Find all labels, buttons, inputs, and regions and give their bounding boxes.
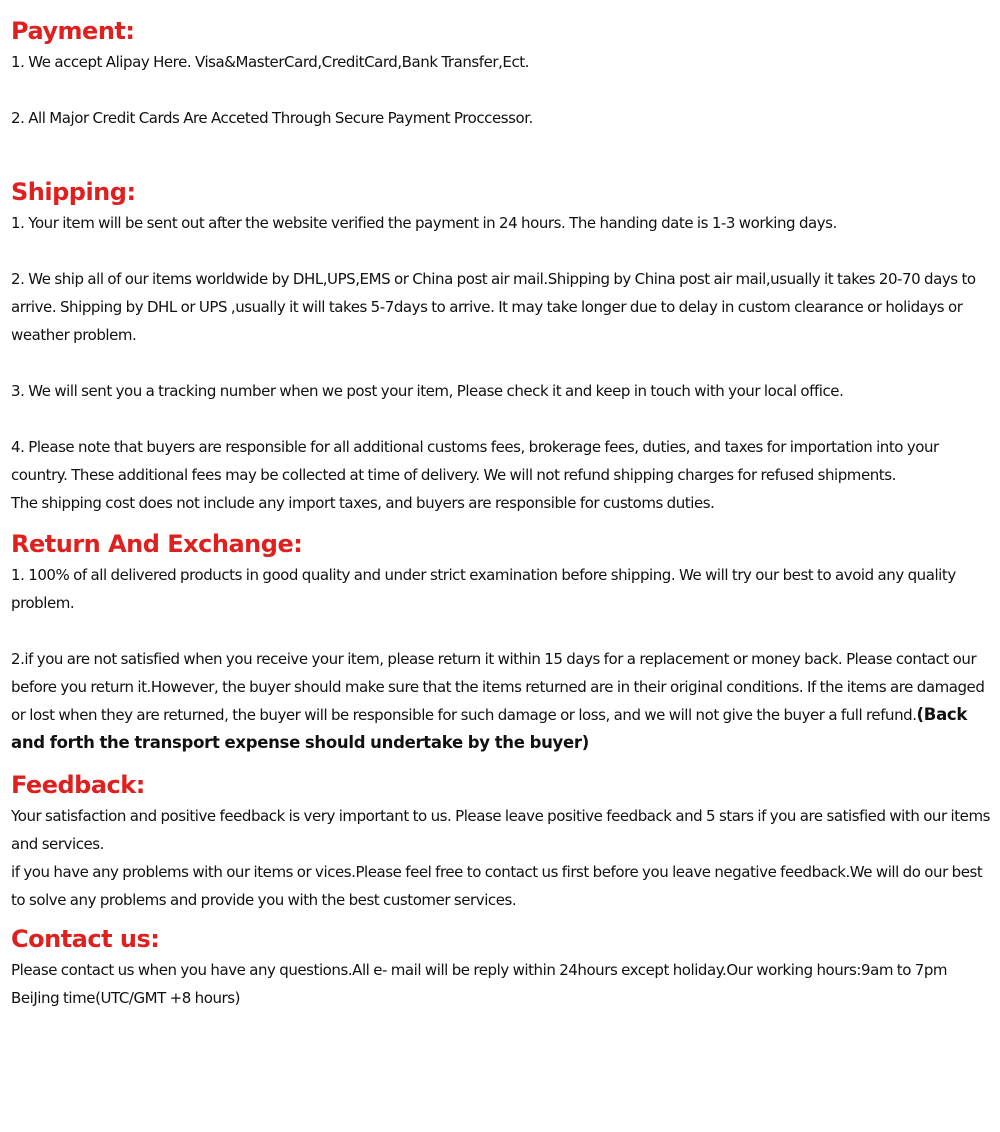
shipping-heading: Shipping: [11, 178, 136, 206]
shipping-item: 2. We ship all of our items worldwide by DHL,UPS,EMS or China post air mail.Shipping by China post air mail,usually it takes 20-70 days to arrive. Shipping by DHL or UPS ,usually it will takes 5-7days to arrive. It may take longer due to delay in custom clearance or holidays or weather problem. [11, 270, 976, 344]
shipping-section [11, 175, 993, 517]
return-exchange-heading: Return And Exchange: [11, 530, 303, 558]
return-exchange-item-text: 2.if you are not satisfied when you receive your item, please return it within 15 days for a replacement or money back. Please contact our before you return it.However, the buyer should make sure that the items returned are in their original conditions. If the items are damaged or lost when they are returned, the buyer will be responsible for such damage or loss, and we will not give the buyer a full refund. [11, 650, 985, 724]
contact-section [11, 922, 993, 1012]
shipping-item: 1. Your item will be sent out after the website verified the payment in 24 hours. The handing date is 1-3 working days. [11, 214, 837, 232]
shipping-item: 4. Please note that buyers are responsible for all additional customs fees, brokerage fees, duties, and taxes for importation into your country. These additional fees may be collected at time of delivery. We will not refund shipping charges for refused shipments. [11, 438, 939, 484]
feedback-heading: Feedback: [11, 771, 145, 799]
payment-heading: Payment: [11, 17, 135, 45]
contact-item: Please contact us when you have any questions.All e- mail will be reply within 24hours except holiday.Our working hours:9am to 7pm BeiJing time(UTC/GMT +8 hours) [11, 961, 948, 1007]
payment-item: 2. All Major Credit Cards Are Acceted Through Secure Payment Proccessor. [11, 109, 533, 127]
shipping-item: 3. We will sent you a tracking number when we post your item, Please check it and keep in touch with your local office. [11, 382, 844, 400]
return-exchange-item [11, 645, 993, 757]
return-exchange-item: 1. 100% of all delivered products in good quality and under strict examination before shipping. We will try our best to avoid any quality problem. [11, 566, 956, 612]
payment-section [11, 14, 993, 132]
shipping-item: The shipping cost does not include any import taxes, and buyers are responsible for customs duties. [11, 494, 715, 512]
feedback-item: if you have any problems with our items or vices.Please feel free to contact us first before you leave negative feedback.We will do our best to solve any problems and provide you with the best customer services. [11, 863, 983, 909]
return-exchange-section [11, 527, 993, 757]
contact-heading: Contact us: [11, 925, 160, 953]
feedback-section [11, 768, 993, 914]
payment-item: 1. We accept Alipay Here. Visa&MasterCard,CreditCard,Bank Transfer,Ect. [11, 53, 529, 71]
feedback-item: Your satisfaction and positive feedback is very important to us. Please leave positive feedback and 5 stars if you are satisfied with our items and services. [11, 807, 990, 853]
return-expense-note: (Back and forth the transport expense should undertake by the buyer) [11, 705, 968, 752]
